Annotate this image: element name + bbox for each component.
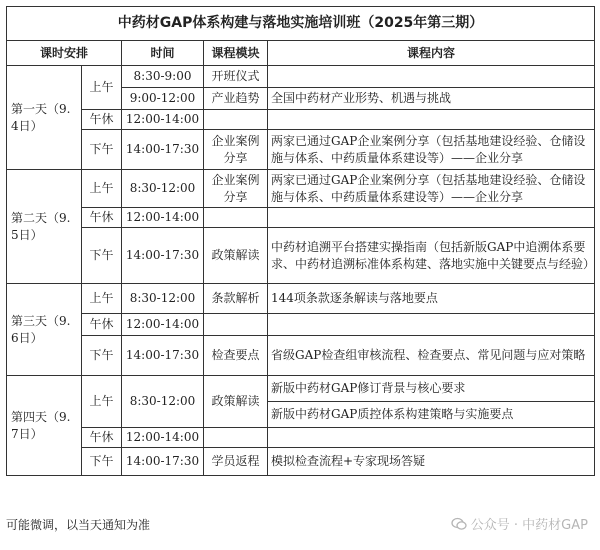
time-cell: 12:00-14:00 [122, 110, 204, 130]
content-cell: 新版中药材GAP质控体系构建策略与实施要点 [268, 402, 595, 428]
period-cell: 午休 [82, 110, 122, 130]
content-cell [268, 110, 595, 130]
content-cell: 144项条款逐条解读与落地要点 [268, 284, 595, 314]
time-cell: 8:30-12:00 [122, 284, 204, 314]
time-cell: 14:00-17:30 [122, 130, 204, 170]
schedule-document [6, 6, 594, 476]
module-cell: 开班仪式 [204, 66, 268, 88]
module-cell [204, 208, 268, 228]
content-cell: 省级GAP检查组审核流程、检查要点、常见问题与应对策略 [268, 336, 595, 376]
module-cell [204, 428, 268, 448]
time-cell: 14:00-17:30 [122, 228, 204, 284]
time-cell: 14:00-17:30 [122, 448, 204, 476]
time-cell: 8:30-12:00 [122, 376, 204, 428]
time-cell: 14:00-17:30 [122, 336, 204, 376]
footer-note: 可能微调，以当天通知为准 [6, 518, 151, 532]
content-cell [268, 66, 595, 88]
table-row [7, 66, 595, 88]
table-row [7, 448, 595, 476]
time-cell: 8:30-9:00 [122, 66, 204, 88]
module-cell: 学员返程 [204, 448, 268, 476]
period-cell: 上午 [82, 284, 122, 314]
time-cell: 12:00-14:00 [122, 208, 204, 228]
content-cell: 两家已通过GAP企业案例分享（包括基地建设经验、仓储设施与体系、中药质量体系建设等）——企业分享 [268, 170, 595, 208]
table-row [7, 284, 595, 314]
module-cell: 产业趋势 [204, 88, 268, 110]
module-cell: 政策解读 [204, 376, 268, 428]
table-header-row [7, 41, 595, 66]
day-label: 第二天（9.5日） [7, 170, 82, 284]
period-cell: 下午 [82, 448, 122, 476]
watermark [451, 514, 588, 533]
header-module: 课程模块 [204, 41, 268, 66]
table-title: 中药材GAP体系构建与落地实施培训班（2025年第三期） [7, 7, 595, 41]
header-time: 时间 [122, 41, 204, 66]
schedule-table [6, 6, 595, 476]
period-cell: 上午 [82, 376, 122, 428]
table-row [7, 170, 595, 208]
table-row [7, 228, 595, 284]
content-cell: 模拟检查流程+专家现场答疑 [268, 448, 595, 476]
table-row [7, 336, 595, 376]
table-row [7, 428, 595, 448]
period-cell: 上午 [82, 170, 122, 208]
module-cell: 条款解析 [204, 284, 268, 314]
period-cell: 午休 [82, 314, 122, 336]
period-cell: 下午 [82, 130, 122, 170]
table-row [7, 376, 595, 402]
module-cell: 政策解读 [204, 228, 268, 284]
content-cell: 两家已通过GAP企业案例分享（包括基地建设经验、仓储设施与体系、中药质量体系建设等）——企业分享 [268, 130, 595, 170]
period-cell: 午休 [82, 428, 122, 448]
content-cell: 全国中药材产业形势、机遇与挑战 [268, 88, 595, 110]
module-cell: 企业案例分享 [204, 170, 268, 208]
day-label: 第三天（9.6日） [7, 284, 82, 376]
table-row [7, 130, 595, 170]
module-cell [204, 110, 268, 130]
content-cell: 中药材追溯平台搭建实操指南（包括新版GAP中追溯体系要求、中药材追溯标准体系构建、落地实施中关键要点与经验） [268, 228, 595, 284]
period-cell: 上午 [82, 66, 122, 110]
module-cell: 企业案例分享 [204, 130, 268, 170]
wechat-icon [451, 516, 467, 532]
table-row [7, 110, 595, 130]
time-cell: 12:00-14:00 [122, 428, 204, 448]
time-cell: 8:30-12:00 [122, 170, 204, 208]
watermark-text: 公众号 · 中药材GAP [470, 518, 588, 533]
table-row [7, 314, 595, 336]
content-cell: 新版中药材GAP修订背景与核心要求 [268, 376, 595, 402]
day-label: 第一天（9.4日） [7, 66, 82, 170]
time-cell: 9:00-12:00 [122, 88, 204, 110]
period-cell: 午休 [82, 208, 122, 228]
time-cell: 12:00-14:00 [122, 314, 204, 336]
period-cell: 下午 [82, 228, 122, 284]
period-cell: 下午 [82, 336, 122, 376]
module-cell [204, 314, 268, 336]
content-cell [268, 208, 595, 228]
content-cell [268, 314, 595, 336]
header-content: 课程内容 [268, 41, 595, 66]
table-row [7, 208, 595, 228]
content-cell [268, 428, 595, 448]
header-schedule: 课时安排 [7, 41, 122, 66]
module-cell: 检查要点 [204, 336, 268, 376]
day-label: 第四天（9.7日） [7, 376, 82, 476]
